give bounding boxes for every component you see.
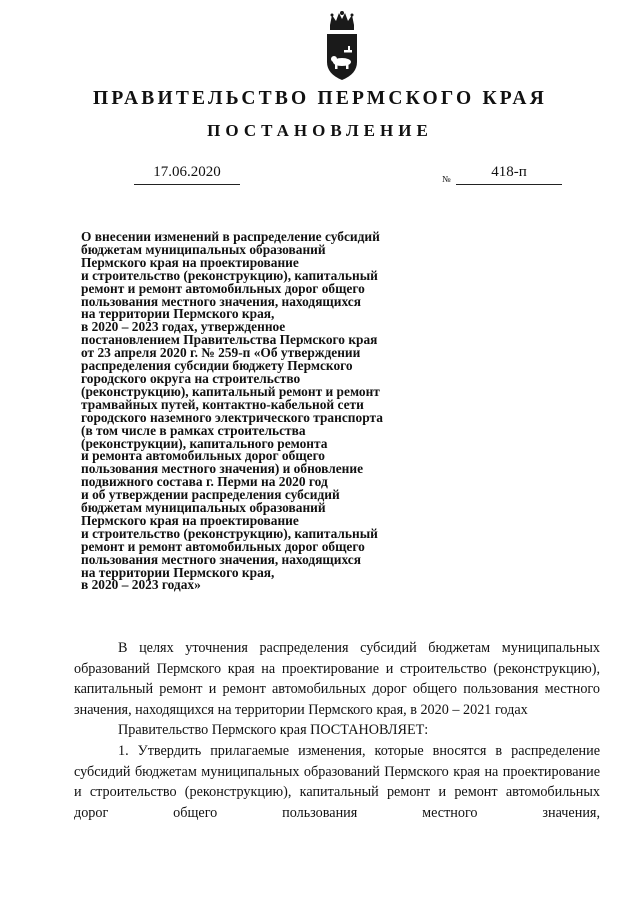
subject-line: бюджетам муниципальных образований	[81, 241, 326, 257]
subject-line: трамвайных путей, контактно-кабельной сети	[81, 396, 364, 412]
subject-line: О внесении изменений в распределение субсидий	[81, 229, 380, 244]
subject-line: подвижного состава г. Перми на 2020 год	[81, 474, 328, 490]
subject-line: от 23 апреля 2020 г. № 259-п «Об утверждении	[81, 345, 361, 361]
document-number: 418-п	[456, 164, 562, 185]
subject-line: на территории Пермского края,	[81, 306, 275, 322]
number-label: №	[442, 174, 451, 184]
subject-line: в 2020 – 2023 годах, утвержденное	[81, 319, 286, 335]
resolution-paragraph: Правительство Пермского края ПОСТАНОВЛЯЕТ:	[118, 722, 429, 739]
subject-line: пользования местного значения, находящихся	[81, 551, 361, 567]
subject-line: (в том числе в рамках строительства	[81, 422, 306, 438]
subject-line: городского наземного электрического транспорта	[81, 409, 383, 425]
preamble-paragraph: В целях уточнения распределения субсидий бюджетам муниципальных образований Пермского края на проектирование и строительство (реконструкцию), капитальный ремонт и ремонт автомобильных дорог общего пользования местного значения, находящихся на территории Пермского края, в 2020 – 2021 годах	[74, 640, 600, 718]
subject-line: городского округа на строительство	[81, 370, 301, 386]
subject-line: постановлением Правительства Пермского края	[81, 332, 378, 348]
subject-line: и об утверждении распределения субсидий	[81, 487, 340, 503]
government-title: ПРАВИТЕЛЬСТВО ПЕРМСКОГО КРАЯ	[93, 88, 547, 109]
subject-line: и строительство (реконструкцию), капитальный	[81, 525, 378, 541]
subject-line: и ремонта автомобильных дорог общего	[81, 448, 326, 464]
subject-line: Пермского края на проектирование	[81, 512, 299, 528]
document-date: 17.06.2020	[134, 164, 240, 185]
subject-line: и строительство (реконструкцию), капитальный	[81, 267, 378, 283]
coat-of-arms-icon	[322, 10, 362, 82]
subject-line: пользования местного значения, находящихся	[81, 293, 361, 309]
document-body	[74, 638, 600, 823]
subject-line: пользования местного значения) и обновление	[81, 461, 364, 477]
subject-line: бюджетам муниципальных образований	[81, 500, 326, 516]
subject-line: (реконструкции), капитального ремонта	[81, 435, 328, 451]
subject-line: ремонт и ремонт автомобильных дорог общего	[81, 280, 365, 296]
subject-line: Пермского края на проектирование	[81, 254, 299, 270]
item-1-paragraph: 1. Утвердить прилагаемые изменения, которые вносятся в распределение субсидий бюджетам муниципальных образований Пермского края на проектирование и строительство (реконструкцию), капитальный ремонт и ремонт автомобильных дорог общего пользования местного значения,	[74, 742, 600, 821]
subject-line: ремонт и ремонт автомобильных дорог общего	[81, 538, 365, 554]
subject-line: на территории Пермского края,	[81, 564, 275, 580]
subject-line: распределения субсидии бюджету Пермского	[81, 358, 353, 374]
subject-line: (реконструкцию), капитальный ремонт и ремонт	[81, 383, 380, 399]
document-type: ПОСТАНОВЛЕНИЕ	[207, 121, 433, 140]
subject-line: в 2020 – 2023 годах»	[81, 577, 201, 593]
document-subject	[81, 231, 441, 592]
